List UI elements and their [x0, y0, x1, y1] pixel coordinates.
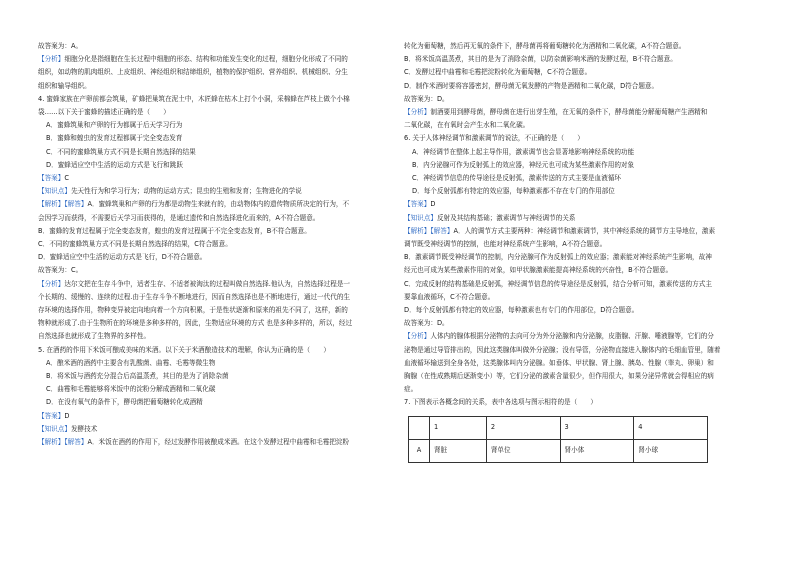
text-line: 4. 蜜蜂家族在产卵前都会筑巢，矿蜂把巢筑在泥土中，木匠蜂在枯木上打个小洞，采棉蜂在芦枝上做个小棉 [38, 94, 350, 103]
section-tag: 【答案】 [404, 200, 431, 209]
table-header-cell: 1 [430, 416, 487, 439]
text-line: C．曲霉和毛霉能够将米饭中的淀粉分解成酒精和二氧化碳 [46, 385, 216, 394]
section-tag: 【答案】 [38, 174, 65, 183]
text-line: 故答案为：A。 [38, 42, 83, 50]
text-line: 血液循环输送到全身各处，这类腺体叫内分泌腺。如垂体、甲状腺、肾上腺、胰岛、性腺（睾丸、卵巢）和 [404, 358, 714, 367]
section-tag: 【分析】 [404, 108, 431, 117]
section-tag: 【解析】【解答】 [38, 200, 88, 209]
text-line: D．制作米酒时要将容器密封，酵母菌无氧发酵的产物是酒精和二氧化碳，D符合题意。 [404, 81, 659, 90]
text-line: D．蜜蜂适应空中生活的运动方式是飞行，D不符合题意。 [38, 253, 207, 262]
table-cell: 肾脏 [430, 439, 487, 462]
text-line: 要靠血液循环，C不符合题意。 [404, 292, 495, 301]
table-header-row [409, 416, 708, 439]
text-line: 症。 [404, 385, 418, 394]
line-text: 发酵技术 [70, 424, 98, 433]
text-line: 调节既受神经调节的控制，也能对神经系统产生影响，A不符合题意。 [404, 240, 607, 249]
text-line: 经元也可成为某些激素作用的对象，如甲状腺激素能提高神经系统的兴奋性，B不符合题意。 [404, 266, 673, 275]
section-tag: 【知识点】 [38, 187, 71, 196]
text-line [38, 198, 390, 211]
text-line: B．将米饭与酒药充分混合后高温蒸煮，其目的是为了消除杂菌 [46, 372, 229, 381]
text-line: 组织，如动物的肌肉组织、上皮组织、神经组织和结缔组织，植物的保护组织、营养组织、机械组织、分生 [38, 68, 348, 77]
text-line [404, 330, 756, 343]
line-text: 反射及其结构基础；激素调节与神经调节的关系 [436, 213, 576, 222]
table-cell: 肾小体 [560, 439, 634, 462]
text-line: 个长期的、缓慢的、连续的过程.由于生存斗争不断地进行，因而自然选择也是不断地进行，通过一代代的生 [38, 292, 351, 301]
line-text: 制酒要用到酵母菌，酵母菌在进行出芽生殖，在无氧的条件下，酵母菌能分解葡萄糖产生酒精和 [430, 108, 708, 117]
text-line [38, 410, 390, 423]
text-line: B．激素调节既受神经调节的控制，内分泌腺可作为反射弧上的效应器；激素能对神经系统产生影响，故神 [404, 253, 712, 262]
text-line [404, 106, 756, 119]
section-tag: 【解析】【解答】 [404, 226, 454, 235]
table-header-cell: 3 [560, 416, 634, 439]
text-line: 物种就形成了.由于生物所在的环境是多种多样的，因此，生物适应环境的方式 也是多种多样的，所以，经过 [38, 319, 353, 328]
text-line [38, 423, 390, 436]
text-line: 故答案为：D。 [404, 94, 449, 103]
right-column [404, 40, 756, 463]
text-line: 6. 关于人体神经调节和激素调节的说法，不正确的是（ ） [404, 134, 584, 143]
text-line: 二氧化碳，在有氧时会产生水和二氧化碳。 [404, 121, 530, 130]
text-line: B．蜜蜂的发育过程属于完全变态发育，蝗虫的发育过程属于不完全变态发育，B不符合题意。 [38, 226, 311, 235]
section-tag: 【知识点】 [38, 424, 71, 433]
text-line: C．神经调节信息的传导途径是反射弧，激素传送的方式主要是血液循环 [412, 174, 622, 183]
text-line: 泌物是通过导管排出的，因此这类腺体叫做外分泌腺；没有导管，分泌物直接进入腺体内的毛细血管里，随着 [404, 345, 721, 354]
text-line [404, 198, 756, 211]
text-line: 7. 下图表示各概念间的关系，表中各选项与图示相符的是（ ） [404, 398, 598, 407]
text-line: C．不同的蜜蜂筑巢方式不同是长期自然选择的结果，C符合题意。 [38, 240, 232, 249]
text-line: D．每个反射弧都有特定的效应器，每种激素也有专门的作用部位，D符合题意。 [404, 306, 639, 315]
table-cell: 肾单位 [486, 439, 560, 462]
text-line: D．蜜蜂适应空中生活的运动方式是飞行和跳跃 [46, 160, 183, 169]
text-line: A．酿米酒的酒药中主要含有乳酸菌、曲霉、毛霉等微生物 [46, 358, 216, 367]
text-line [38, 278, 390, 291]
text-line: B．将米饭高温蒸煮，其目的是为了消除杂菌，以防杂菌影响米酒的发酵过程，B不符合题意。 [404, 55, 677, 64]
table-header-cell [409, 416, 430, 439]
line-text: 先天性行为和学习行为；动物的运动方式；昆虫的生殖和发育；生物进化的学说 [70, 187, 302, 196]
text-line [38, 185, 390, 198]
text-line: 故答案为：C。 [38, 266, 83, 275]
text-line: B．内分泌腺可作为反射弧上的效应器，神经元也可成为某些激素作用的对象 [412, 160, 635, 169]
text-line: 袋……以下关于蜜蜂的描述正确的是（ ） [38, 108, 170, 117]
line-text: C [64, 174, 69, 183]
table-header-cell: 4 [634, 416, 708, 439]
line-text: 人体内的腺体根据分泌物的去向可分为外分泌腺和内分泌腺，皮脂腺、汗腺、唾液腺等，它们的分 [430, 332, 714, 341]
section-tag: 【知识点】 [404, 213, 437, 222]
text-line: 存环境的选择作用，物种变异被定向地向着一个方向积累，于是性状逐渐和原来的祖先不同了，这样，新的 [38, 306, 348, 315]
table-header-cell: 2 [486, 416, 560, 439]
table-cell: A [409, 439, 430, 462]
text-line: C．发酵过程中曲霉和毛霉把淀粉转化为葡萄糖，C不符合题意。 [404, 68, 592, 77]
line-text: A．米饭在酒药的作用下，经过发酵作用被酿成米酒。在这个发酵过程中曲霉和毛霉把淀粉 [87, 438, 350, 447]
line-text: D [430, 200, 436, 209]
line-text: 达尔文把在生存斗争中，适者生存、不适者被淘汰的过程叫做自然选择.他认为，自然选择过程是一 [64, 279, 351, 288]
line-text: 细胞分化是指细胞在生长过程中细胞的形态、结构和功能发生变化的过程，细胞分化形成了不同的 [64, 55, 348, 64]
section-tag: 【答案】 [38, 411, 65, 420]
text-line: C．完成反射的结构基础是反射弧，神经调节信息的传导途径是反射弧，结合分析可知，激素传送的方式主 [404, 279, 712, 288]
text-line: 组织和输导组织。 [38, 81, 91, 90]
text-line: B．蜜蜂和蝗虫的发育过程都属于完全变态发育 [46, 134, 183, 143]
text-line: 自然选择也就形成了生物界的多样性。 [38, 332, 151, 341]
section-tag: 【分析】 [38, 279, 65, 288]
text-line: A．神经调节在整体上起主导作用，激素调节也会显著地影响神经系统的功能 [412, 147, 635, 156]
line-text: A．蜜蜂筑巢和产卵的行为都是动物生来就有的，由动物体内的遗传物质所决定的行为，不 [87, 200, 350, 209]
section-tag: 【分析】 [404, 332, 431, 341]
right-column-text [404, 40, 756, 410]
table-cell: 肾小球 [634, 439, 708, 462]
text-line [404, 212, 756, 225]
text-line: C．不同的蜜蜂筑巢方式不同是长期自然选择的结果 [46, 147, 196, 156]
text-line [38, 53, 390, 66]
text-line: 故答案为：D。 [404, 319, 449, 328]
line-text: D [64, 411, 70, 420]
section-tag: 【分析】 [38, 55, 65, 64]
text-line: D．每个反射弧都有特定的效应器，每种激素都不存在专门的作用部位 [412, 187, 615, 196]
text-line [38, 172, 390, 185]
table-row [409, 439, 708, 462]
line-text: A．人的调节方式主要两种：神经调节和激素调节，其中神经系统的调节方主导地位，激素 [453, 226, 716, 235]
text-line [404, 225, 756, 238]
text-line: 转化为葡萄糖，然后再无氧的条件下，酵母菌再将葡萄糖转化为酒精和二氧化碳，A不符合题意。 [404, 42, 686, 50]
left-column [38, 40, 390, 449]
text-line: A．蜜蜂筑巢和产卵的行为都属于后天学习行为 [46, 121, 183, 130]
section-tag: 【解析】【解答】 [38, 438, 88, 447]
text-line [38, 436, 390, 449]
text-line: 5. 在酒药的作用下米饭可酿成美味的米酒。以下关于米酒酿造技术的理解，你认为正确的是（ ） [38, 345, 330, 354]
text-line: 胸腺（在性成熟期后逐渐变小）等，它们分泌的激素含量很少，但作用很大，如果分泌异常就会得相应的病 [404, 372, 714, 381]
concept-table [408, 416, 708, 463]
text-line: 会因学习而获得，不需要后天学习而获得的，是通过遗传和自然选择进化而来的，A不符合题意。 [38, 213, 320, 222]
text-line: D．在没有氧气的条件下，酵母菌把葡萄糖转化成酒精 [46, 398, 203, 407]
